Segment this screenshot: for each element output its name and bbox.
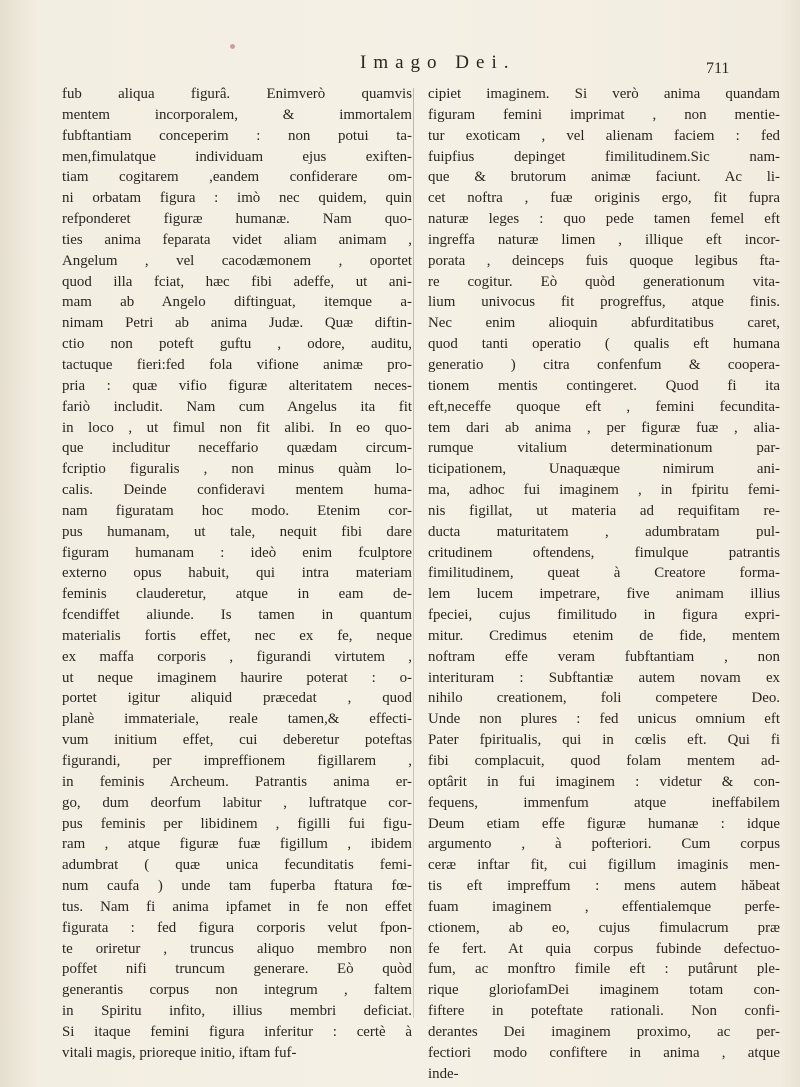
text-line: figurandi, per impreffionem figillarem , [62, 753, 412, 769]
text-line: Si itaque femini figura inferitur : certè à [62, 1023, 412, 1040]
text-line: mentem incorporalem, & immortalem [62, 106, 412, 123]
text-line: nam figuratam hoc modo. Etenim cor- [62, 502, 412, 519]
text-line: fuam imaginem , effentialemque perfe- [428, 898, 780, 915]
text-line: fequens, immenfum atque ineffabilem [428, 794, 780, 811]
text-line: Deum etiam effe figuræ humanæ : idque [428, 815, 780, 832]
text-line: ctionem, ab eo, cujus fimulacrum præ [428, 919, 780, 936]
text-line: argumento , à pofteriori. Cum corpus [428, 836, 780, 853]
text-line: ticipationem, Unaquæque nimirum ani- [428, 461, 780, 478]
text-line: lium univocus fit progreffus, atque finis. [428, 294, 780, 311]
text-line: mitur. Credimus etenim de fide, mentem [428, 627, 780, 644]
text-line: vitali magis, prioreque initio, iftam fuf- [62, 1044, 297, 1061]
text-line: tactuque fieri:fed fola vifione animæ pro- [62, 356, 412, 373]
text-line: fub aliqua figurâ. Enimverò quamvis [62, 86, 412, 102]
text-line: cipiet imaginem. Si verò anima quandam [428, 86, 780, 102]
text-line: optârit in fui imaginem : videtur & con- [428, 773, 780, 790]
text-line: poffet nifi truncum generare. Eò quòd [62, 961, 412, 978]
text-line: rique gloriofamDei imaginem totam con- [428, 982, 780, 999]
text-line: Unde non plures : fed unicus omnium eft [428, 711, 780, 728]
text-line: refponderet figuræ humanæ. Nam quo- [62, 211, 412, 228]
text-line: re cogitur. Eò quòd generationum vita- [428, 273, 780, 290]
text-line: figuram humanam : ideò enim fculptore [62, 544, 412, 561]
text-line: ex maffa corporis , figurandi virtutem , [62, 648, 412, 665]
text-line: figurata : fed figura corporis velut fpon- [62, 919, 412, 936]
text-line: porata , deinceps fuis quoque legibus fta- [428, 252, 780, 269]
text-line: in Spiritu infito, illius membri deficiat. [62, 1003, 412, 1020]
text-line: fcendiffet aliunde. Is tamen in quantum [62, 607, 412, 624]
text-line: tionem mentis contingeret. Quod fi ita [428, 377, 780, 394]
text-line: calis. Deinde confideravi mentem huma- [62, 482, 412, 499]
text-line: feminis clauderetur, atque in eam de- [62, 586, 412, 603]
text-line: fubftantiam conceperim : non potui ta- [62, 127, 412, 144]
text-line: ctio non poteft guftu , odore, auditu, [62, 336, 412, 353]
text-line: critudinem oftendens, fimulque patrantis [428, 544, 780, 561]
column-divider [413, 88, 414, 1018]
ink-speck [230, 44, 235, 49]
text-line: vum initium effet, cui deberetur poteftas [62, 732, 412, 749]
text-line: Pater fpiritualis, qui in cœlis eft. Qui fi [428, 732, 780, 749]
text-line: fiftere in poteftate rationali. Non confi- [428, 1003, 780, 1020]
left-text-column [62, 84, 412, 1064]
text-line: fe fert. At quia corpus fubinde defectuo- [428, 940, 780, 957]
text-line: in feminis Archeum. Patrantis anima er- [62, 773, 412, 790]
text-line: pria : quæ vifio figuræ alteritatem neces- [62, 377, 412, 394]
text-line: ut neque imaginem haurire poterat : o- [62, 669, 412, 686]
text-line: men,fimulatque individuam ejus exiften- [62, 148, 412, 165]
text-line: derantes Dei imaginem proximo, ac per- [428, 1023, 780, 1040]
page-number: 711 [706, 60, 730, 77]
text-line: planè immateriale, reale tamen,& effecti- [62, 711, 412, 728]
text-line: tis eft impreffum : mens autem hăbeat [428, 878, 780, 895]
text-line: fimilitudinem, queat à Creatore forma- [428, 565, 780, 582]
text-line: quod tanti operatio ( qualis eft humana [428, 336, 780, 353]
text-line: tur exoticam , vel alienam faciem : fed [428, 127, 780, 144]
text-line: ram , atque figuræ fuæ figillum , ibidem [62, 836, 412, 853]
page-header [0, 52, 800, 82]
text-line: figuram femini imprimat , non mentie- [428, 106, 780, 123]
text-line: tiam cogitarem ,eandem confiderare om- [62, 169, 412, 186]
text-line: tus. Nam fi anima ipfamet in fe non effet [62, 898, 412, 915]
text-line: nihilo creationem, foli competere Deo. [428, 690, 780, 707]
text-line: fcriptio figuralis , non minus quàm lo- [62, 461, 412, 478]
text-line: interituram : Subftantiæ autem novam ex [428, 669, 780, 686]
text-line: que & brutorum animæ faciunt. Ac li- [428, 169, 780, 186]
text-line: cet noftra , fuæ originis ergo, fit fupra [428, 190, 780, 207]
text-line: nimam Petri ab anima Judæ. Quæ diftin- [62, 315, 412, 332]
text-line: fum, ac monftro fimile eft : putârunt ple- [428, 961, 780, 978]
text-line: tem dari ab anima , per figuræ fuæ , alia- [428, 419, 780, 436]
text-line: adumbrat ( quæ unica fecunditatis femi- [62, 857, 412, 874]
text-line: materialis fortis effet, nec ex fe, neque [62, 627, 412, 644]
text-line: portet igitur aliquid præcedat , quod [62, 690, 412, 707]
text-line: te oriretur , truncus aliquo membro non [62, 940, 412, 957]
text-line: Nec enim alioquin abfurditatibus caret, [428, 315, 780, 332]
text-line: ducta maturitatem , adumbratam pul- [428, 523, 780, 540]
text-line: quod illa fciat, hæc fibi adeffe, ut ani- [62, 273, 412, 290]
text-line: eft,neceffe quoque eft , femini fecundita- [428, 398, 780, 415]
text-line: ingreffa naturæ limen , illique eft incor- [428, 231, 780, 248]
text-line: num caufa ) unde tam fuperba ftatura fœ- [62, 878, 412, 895]
text-line: rumque vitalium determinationum par- [428, 440, 780, 457]
text-line: in loco , ut fimul non fit alibi. In eo quo- [62, 419, 412, 436]
text-line: inde- [428, 1065, 459, 1082]
right-text-column [428, 84, 780, 1085]
text-line: pus feminis per libidinem , figilli fui figu- [62, 815, 412, 832]
text-line: naturæ leges : quo pede tamen femel eft [428, 211, 780, 228]
text-line: fuipfius depinget fimilitudinem.Sic nam- [428, 148, 780, 165]
running-title: Imago Dei. [360, 52, 516, 73]
text-line: fectiori modo confiftere in anima , atque [428, 1044, 780, 1061]
text-line: fibi complacuit, quod folam mentem ad- [428, 753, 780, 769]
text-line: fpeciei, cujus fimilitudo in figura expri- [428, 607, 780, 624]
text-line: noftram effe veram fubftantiam , non [428, 648, 780, 665]
text-line: mam ab Angelo diftinguat, itemque a- [62, 294, 412, 311]
text-line: pus humanam, ut tale, nequit fibi dare [62, 523, 412, 540]
text-line: generantis corpus non integrum , faltem [62, 982, 412, 999]
text-line: ties anima feparata videt aliam animam , [62, 231, 412, 248]
text-line: go, dum deorfum labitur , luftratque cor- [62, 794, 412, 811]
text-line: ni orbatam figura : imò nec quidem, quin [62, 190, 412, 207]
text-line: Angelum , vel cacodæmonem , oportet [62, 252, 412, 269]
text-line: ma, adhoc fui imaginem , in fpiritu femi- [428, 482, 780, 499]
text-line: nis figillat, ut materia ad requifitam re- [428, 502, 780, 519]
text-line: ceræ inftar fit, cui figillum imaginis men- [428, 857, 780, 874]
text-line: que includitur neceffario quædam circum- [62, 440, 412, 457]
text-line: generatio ) citra confenfum & coopera- [428, 356, 780, 373]
text-line: externo opus habuit, qui intra materiam [62, 565, 412, 582]
text-line: fariò includit. Nam cum Angelus ita fit [62, 398, 412, 415]
text-line: lem lucem impetrare, five animam illius [428, 586, 780, 603]
